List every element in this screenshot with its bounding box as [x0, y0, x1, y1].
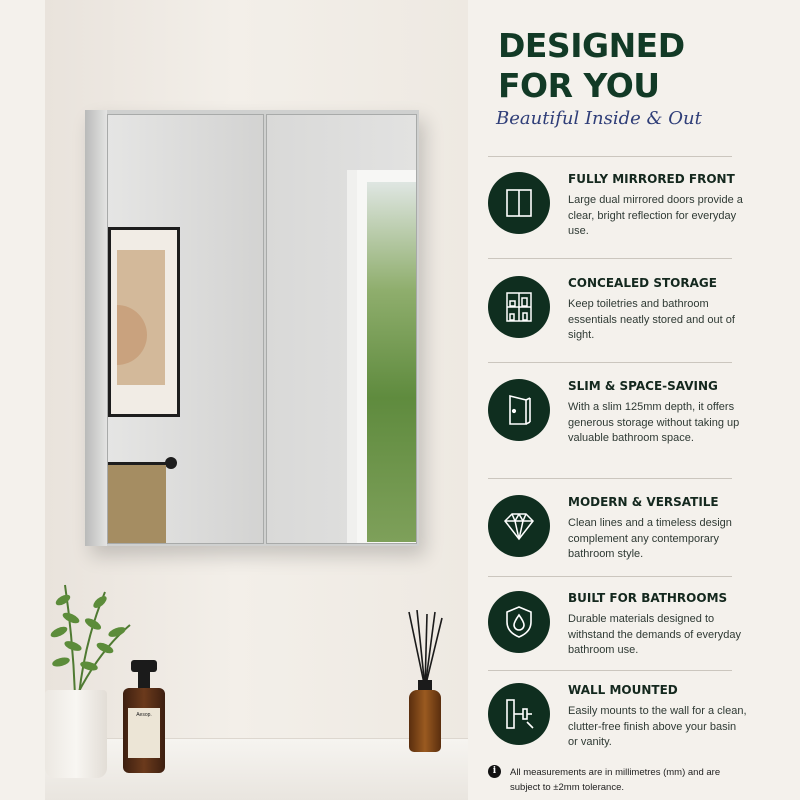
note-text: All measurements are in millimetres (mm) and are subject to ±2mm tolerance.: [510, 767, 721, 793]
diamond-icon: [488, 495, 550, 557]
divider: [488, 576, 732, 577]
reed-diffuser: [405, 610, 445, 755]
right-mirror-door: [266, 114, 417, 544]
info-icon: i: [488, 765, 501, 778]
product-photo: [45, 0, 468, 800]
reflected-towel: [108, 465, 166, 544]
divider: [488, 670, 732, 671]
divider: [488, 478, 732, 479]
reflected-picture-frame: [108, 227, 180, 417]
mirror-cabinet: [85, 110, 419, 546]
feature-title: MODERN & VERSATILE: [568, 495, 719, 509]
plant-leaves: [45, 580, 135, 695]
feature-description: Keep toiletries and bathroom essentials neatly stored and out of sight.: [568, 298, 735, 341]
feature-description: With a slim 125mm depth, it offers generous storage without taking up valuable bathroom space.: [568, 401, 740, 444]
feature-description: Easily mounts to the wall for a clean, clutter-free finish above your basin or vanity.: [568, 705, 747, 748]
cabinet-side-panel: [85, 110, 107, 546]
reflected-rail-knob: [165, 457, 177, 469]
shield-droplet-icon: [488, 591, 550, 653]
feature-title: BUILT FOR BATHROOMS: [568, 591, 728, 605]
wall-mount-icon: [488, 683, 550, 745]
divider: [488, 258, 732, 259]
title-line-1: DESIGNED: [498, 26, 685, 65]
soap-label: Aesop.: [128, 708, 160, 758]
title-line-2: FOR YOU: [498, 66, 660, 105]
feature-title: CONCEALED STORAGE: [568, 276, 717, 290]
plant-pot: [45, 690, 107, 778]
soap-dispenser: [123, 660, 165, 773]
feature-description: Durable materials designed to withstand the demands of everyday bathroom use.: [568, 613, 742, 656]
feature-description: Large dual mirrored doors provide a clear, bright reflection for everyday use.: [568, 194, 743, 237]
shelves-icon: [488, 276, 550, 338]
feature-description: Clean lines and a timeless design complement any contemporary bathroom style.: [568, 517, 732, 560]
divider: [488, 362, 732, 363]
reflected-window: [347, 170, 417, 544]
page-title: [498, 26, 788, 106]
divider: [488, 156, 732, 157]
feature-title: FULLY MIRRORED FRONT: [568, 172, 735, 186]
feature-panel: [468, 0, 800, 800]
feature-title: WALL MOUNTED: [568, 683, 678, 697]
feature-title: SLIM & SPACE-SAVING: [568, 379, 718, 393]
double-door-icon: [488, 172, 550, 234]
left-mirror-door: [107, 114, 264, 544]
slim-door-icon: [488, 379, 550, 441]
subtitle: Beautiful Inside & Out: [496, 108, 702, 129]
